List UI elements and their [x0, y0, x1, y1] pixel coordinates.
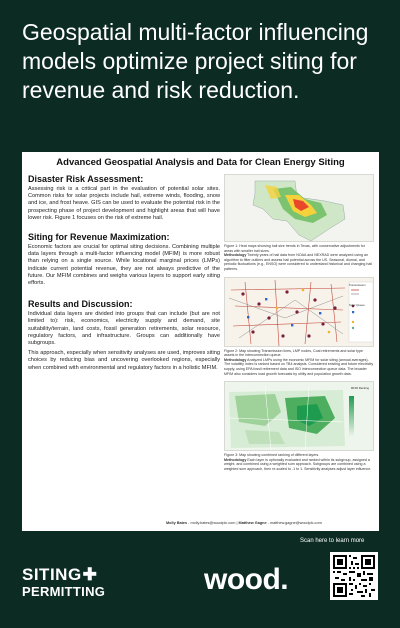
text-column [28, 174, 220, 372]
poster-authors: Molly Bates - molly.bates@woodplc.com | Matthew Gagne - matthew.gagne@woodplc.com [166, 521, 322, 525]
poster-title: Advanced Geospatial Analysis and Data for Clean Energy Siting [56, 157, 345, 168]
figure-3-mfim-map [224, 381, 374, 451]
qr-code-icon [333, 555, 375, 597]
author-1-name: Molly Bates [166, 521, 188, 525]
section-text-risk: Assessing risk is a critical part in the evaluation of potential solar sites. Common risks for solar projects include hail, extreme winds, flooding, snow and ice, and frost heave. GIS can be used to evaluate the potential risk in the prospecting phase of project development and highlight areas that will have lower risk. Figure 1 focuses on the risk of extreme hail. [28, 186, 220, 221]
figure-column [224, 174, 374, 477]
section-heading-results: Results and Discussion: [28, 299, 133, 310]
section-heading-revenue: Siting for Revenue Maximization: [28, 232, 170, 243]
figure-2-transmission-map [224, 277, 374, 347]
figure-1-hail-map [224, 174, 374, 242]
author-1-email[interactable]: molly.bates@woodplc.com [190, 521, 236, 525]
qr-code[interactable] [330, 552, 378, 600]
figure-3-caption: Figure 3: Map showing combined ranking of different layers. Methodology Each layer is optionally evaluated and ranked within its subgroup, assigned a weight, and combined using a weighted sum approach. Subgroups are combined using a weighted sum approach, then re-scaled to -1 to 1. Sensitivity analyses adjust layer influence. [224, 453, 372, 471]
figure-2-legend-title-2: Solar Queue [349, 302, 365, 307]
figure-2-caption: Figure 2: Map showing Transmission lines, LMP nodes, Coal retirements and solar type assets in the interconnection queue. Methodology Analyzed LMPs using the economic MFIM for solar siting (annual averages). The volatility index is ranked based on TB4 analysis. Considered existing and future electricity supply, using EPA fossil retirement data and ISO interconnection queue data. The broader MFIM also considers load growth forecasts by utility and population growth data. [224, 348, 374, 376]
plus-icon: ✚ [82, 565, 98, 584]
texas-hail-map-graphic [225, 175, 374, 242]
figure-1-caption: Figure 1: Heat maps showing hail size trends in Texas, with conservative adjustments for areas with smaller hail sizes. Methodology Twenty years of hail data from NOAA and NEXRAD were analyzed using an algorithm to filter outliers and assess hail potential across the US. Seasonal, diurnal, and periodic fluctuations (e.g., ENSO) were considered to understand historical and changing hail patterns. [224, 244, 373, 271]
figure-3-legend-title: MFIM Ranking [350, 386, 369, 391]
section-heading-risk: Disaster Risk Assessment: [28, 174, 144, 184]
author-2-name: Matthew Gagne [238, 521, 267, 525]
logo-siting-text: SITING [22, 565, 82, 584]
section-text-results: Individual data layers are divided into groups that can include (but are not limited to): risk, economics, electricity supply and demand, site suitability/terrain, land costs, fossil generation retirements, solar resource, regulatory factors, and infrastructure. Groups can additionally have subgroups. [28, 311, 220, 347]
logo-permitting-text: PERMITTING [22, 584, 106, 599]
figure-2-legend-title: Transmission [349, 282, 366, 287]
wood-logo: wood. [204, 563, 289, 596]
section-text-revenue: Economic factors are crucial for optimal siting decisions. Combining multiple data layers through a multi-factor influencing model (MFIM) is more robust than relying on a single source. While locational marginal prices (LMPs) indicate current potential revenue, they are not always predictive of the future. Our MFIM combines and weighs various layers to support early siting efforts. [28, 244, 220, 287]
mfim-ranking-map-graphic [225, 382, 374, 451]
section-text-results-2: This approach, especially when sensitivity analyses are used, improves siting choices by reducing bias and uncovering overlooked regions, especially when combined with environmental and regulatory factors in a holistic MFIM. [28, 350, 220, 371]
poster-panel [22, 152, 379, 531]
siting-permitting-logo [22, 566, 105, 600]
scan-prompt: Scan here to learn more [300, 538, 365, 544]
poster-headline: Geospatial multi-factor influencing models optimize project siting for revenue and risk reduction. [22, 19, 369, 103]
author-2-email[interactable]: matthew.gagne@woodplc.com [269, 521, 322, 525]
